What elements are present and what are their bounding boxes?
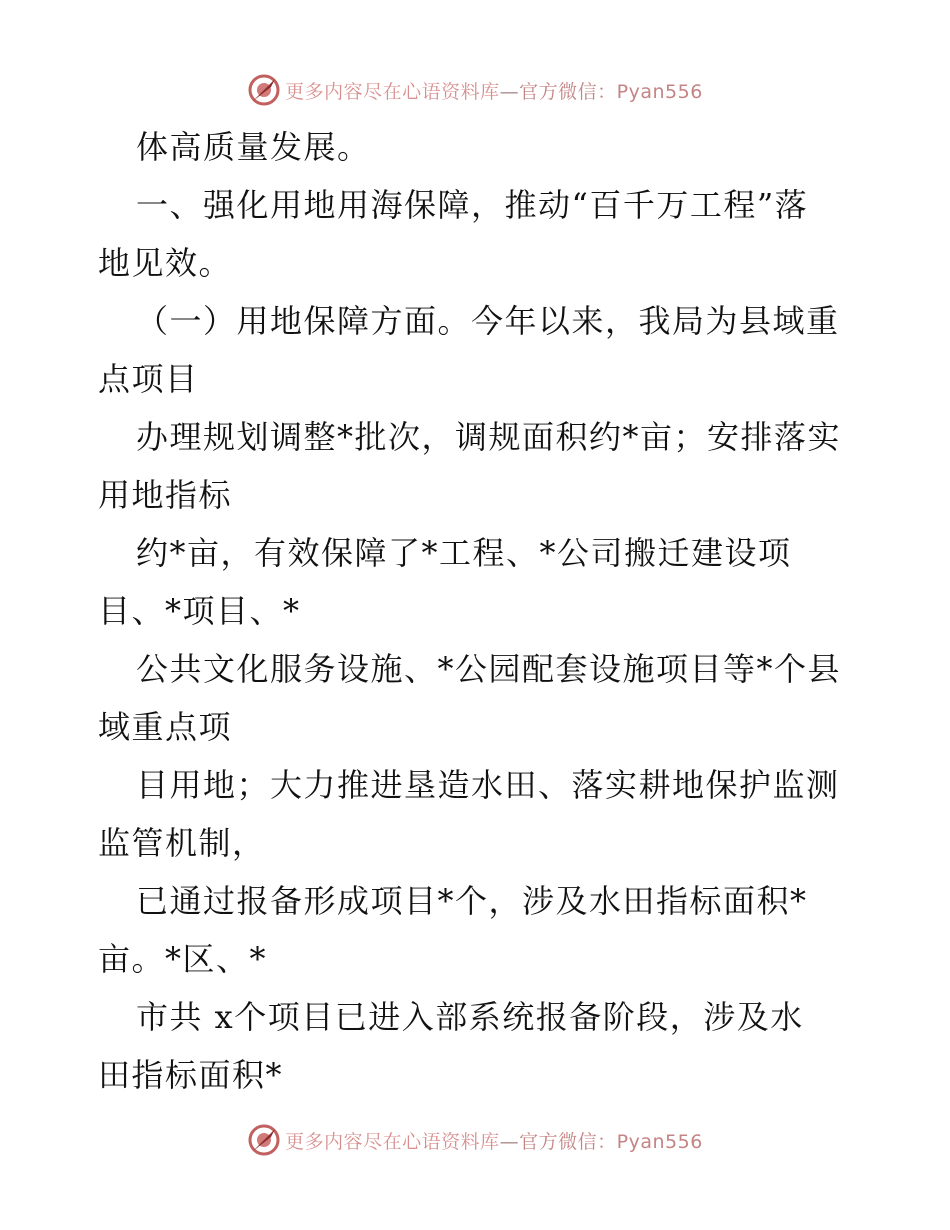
quill-logo-icon xyxy=(247,73,281,107)
body-line-text: 目用地；大力推进垦造水田、落实耕地保护监测 xyxy=(136,766,840,804)
body-line-text: 约*亩，有效保障了*工程、*公司搬迁建设项 xyxy=(136,534,792,572)
header-banner-wechat-text: 官方微信：Pyan556 xyxy=(519,80,703,103)
footer-banner-text xyxy=(285,1127,703,1154)
body-line xyxy=(98,1046,858,1104)
header-banner-main-text: 更多内容尽在心语资料库 xyxy=(285,80,500,103)
body-line-text: 地见效。 xyxy=(98,244,233,282)
body-line-text: 一、强化用地用海保障，推动“百千万工程”落 xyxy=(136,186,809,224)
body-line-text: 已通过报备形成项目*个，涉及水田指标面积* xyxy=(136,882,808,920)
header-banner-separator: — xyxy=(499,80,520,103)
body-line-text: 目、*项目、* xyxy=(98,592,301,630)
footer-banner-separator: — xyxy=(499,1130,520,1153)
body-line-text: 市共 x个项目已进入部系统报备阶段，涉及水 xyxy=(136,998,804,1036)
body-line xyxy=(98,466,858,524)
body-line xyxy=(98,408,858,466)
body-line xyxy=(98,350,858,408)
body-line xyxy=(98,582,858,640)
document-body xyxy=(98,118,858,1104)
footer-banner-main-text: 更多内容尽在心语资料库 xyxy=(285,1130,500,1153)
body-line-text: 田指标面积* xyxy=(98,1056,284,1094)
body-line-text: 亩。*区、* xyxy=(98,940,268,978)
body-line-text: 体高质量发展。 xyxy=(136,128,371,166)
body-line xyxy=(98,988,858,1046)
body-line xyxy=(98,930,858,988)
body-line xyxy=(98,292,858,350)
body-line xyxy=(98,234,858,292)
header-banner-text xyxy=(285,77,703,104)
body-line-text: 办理规划调整*批次，调规面积约*亩；安排落实 xyxy=(136,418,842,456)
body-line-text: 点项目 xyxy=(98,360,199,398)
body-line-text: 监管机制， xyxy=(98,824,266,862)
footer-banner-wechat-text: 官方微信：Pyan556 xyxy=(519,1130,703,1153)
body-line xyxy=(98,872,858,930)
body-line-text: 域重点项 xyxy=(98,708,233,746)
body-line xyxy=(98,640,858,698)
body-line xyxy=(98,756,858,814)
body-line-text: 公共文化服务设施、*公园配套设施项目等*个县 xyxy=(136,650,842,688)
body-line xyxy=(98,176,858,234)
body-line xyxy=(98,524,858,582)
body-line xyxy=(98,118,858,176)
quill-logo-icon xyxy=(247,1123,281,1157)
header-watermark-banner xyxy=(0,70,950,110)
footer-watermark-banner xyxy=(0,1120,950,1160)
body-line-text: 用地指标 xyxy=(98,476,233,514)
body-line-text: （一）用地保障方面。今年以来，我局为县域重 xyxy=(136,302,840,340)
body-line xyxy=(98,814,858,872)
body-line xyxy=(98,698,858,756)
